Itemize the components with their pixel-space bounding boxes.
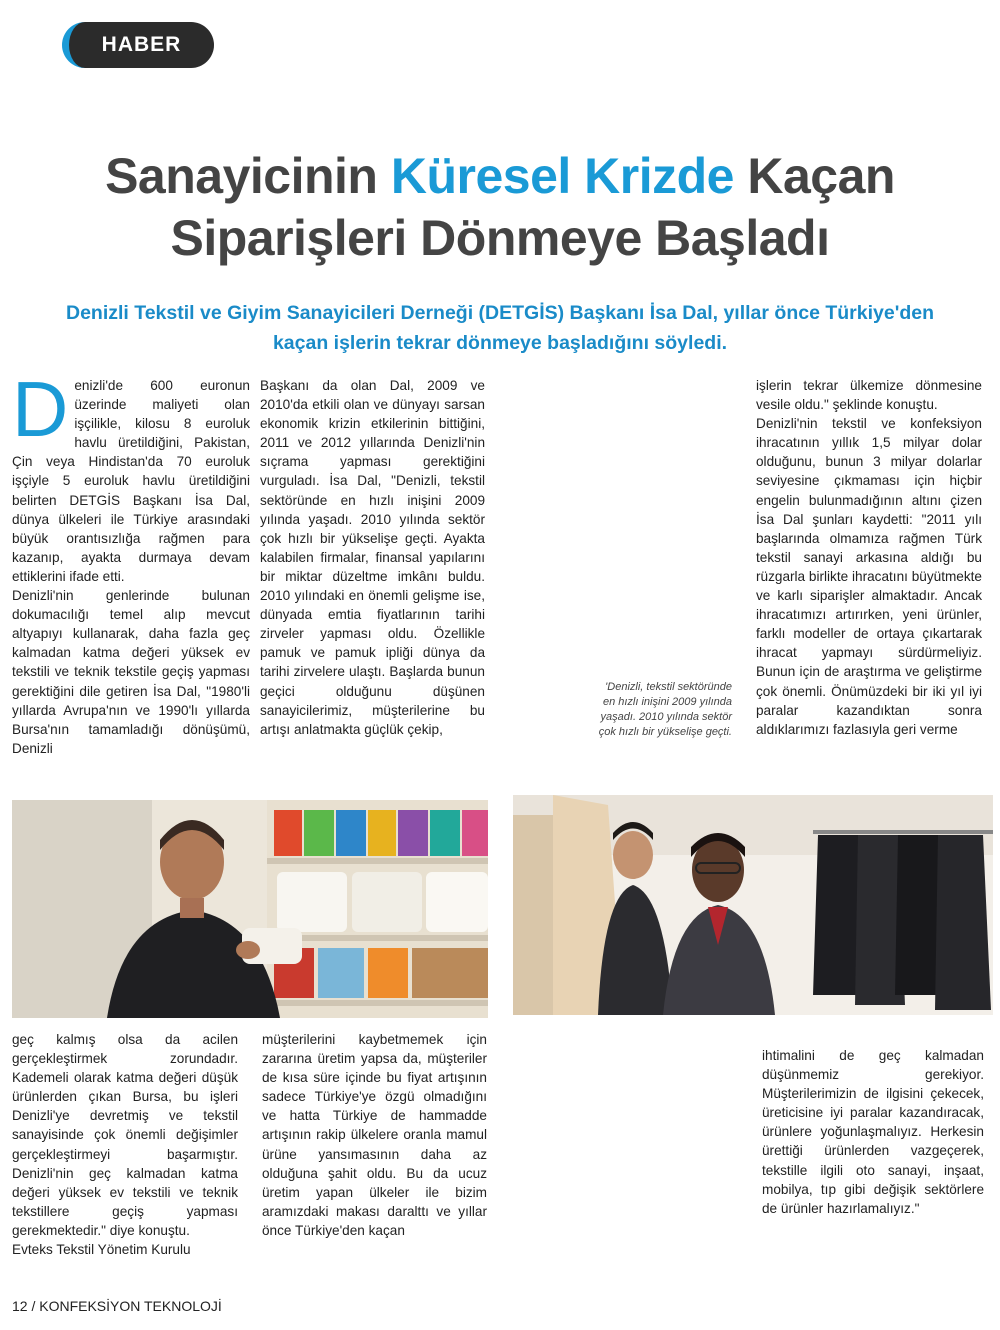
text-column-2 xyxy=(260,376,485,739)
text-column-6 xyxy=(762,1046,984,1218)
paragraph: Denizli'nin genlerinde bulunan dokumacılığı temel alıp mevcut altyapıyı kullanarak, daha fazla geç kalmadan katma değeri yüksek ev tekstili ve teknik tekstile geçiş yapması gerektiğini dile getiren İsa Dal, "1980'li yıllarda Avrupa'nın ve 1990'lı yıllarda Bursa'nın tamamladığı dönüşümü, Denizli xyxy=(12,588,250,756)
paragraph: müşterilerini kaybetmemek için zararına üretim yapsa da, müşteriler de kısa süre içinde bu fiyat artışının sadece Türkiye'ye özgü olmadığını ve hatta Türkiye de hammadde artışının rakip ülkelere oranla mamul ürüne yansımasının daha az olduğuna şahit oldu. Bu da ucuz üretim yapan ülkeler ile bizim aramızdaki makası daralttı ve yıllar önce Türkiye'den kaçan xyxy=(262,1032,487,1238)
photo-showroom-visitors-illustration xyxy=(513,795,993,1015)
paragraph: ihtimalini de geç kalmadan düşünmemiz gerekiyor. Müşterilerimizin de ilgisini çekecek, üreticisine iyi paralar kazandıracak, ürünlere yoğunlaşmalıyız. Herkesin ürettiği ürünlerden vazgeçerek, tekstille ilgili oto sanayi, inşaat, mobilya, tıp gibi değişik sektörlere de ürünler hazırlamalıyız." xyxy=(762,1048,984,1216)
text-column-3 xyxy=(756,376,982,739)
paragraph: işlerin tekrar ülkemize dönmesine vesile oldu." şeklinde konuştu. xyxy=(756,378,982,413)
drop-cap: D xyxy=(12,365,69,453)
lede-line2: kaçan işlerin tekrar dönmeye başladığını söyledi. xyxy=(272,332,728,354)
photo-showroom-visitors xyxy=(513,795,993,1015)
pull-quote-caption: 'Denizli, tekstil sektöründe en hızlı inişini 2009 yılında yaşadı. 2010 yılında sektör çok hızlı bir yükselişe geçti. xyxy=(598,681,732,738)
headline-highlight: Küresel Krizde xyxy=(390,148,734,204)
article-headline xyxy=(0,145,1000,269)
text-column-5 xyxy=(262,1030,487,1240)
article-lede xyxy=(20,298,980,358)
paragraph xyxy=(12,365,250,586)
paragraph-text: enizli'de 600 euronun üzerinde maliyeti olan işçilikle, kilosu 8 euroluk havlu üretildiğini, Pakistan, Çin veya Hindistan'da 70 euroluk işçiyle 5 euroluk havlu üretildiğini belirten DETGİS Başkanı İsa Dal, dünya ülkeleri ile Türkiye arasındaki büyük orantısızlığa rağmen para kazanıp, ayakta durmaya devam ettiklerini ifade etti. xyxy=(12,378,250,584)
headline-part2: Kaçan xyxy=(733,148,895,204)
section-tag: HABER xyxy=(62,22,214,68)
paragraph: Evteks Tekstil Yönetim Kurulu xyxy=(12,1242,191,1258)
photo-man-with-towels xyxy=(12,800,488,1018)
text-column-4 xyxy=(12,1030,238,1259)
paragraph: Başkanı da olan Dal, 2009 ve 2010'da etkili olan ve dünyayı sarsan ekonomik krizin etkilerinin bittiğini, 2011 ve 2012 yıllarında Denizli'nin sıçrama yapması gerektiğini vurguladı. İsa Dal, "Denizli, tekstil sektöründe en hızlı inişini 2009 yılında yaşadı. 2010 yılında sektör çok hızlı bir yükselişe geçti. Ayakta kalabilen firmalar, finansal yapılarını bir miktar düzeltme imkânı buldu. 2010 yılındaki en önemli gelişme ise, dünyada emtia fiyatlarının tarihi zirveler yapması oldu. Özellikle pamuk ve pamuk ipliği dünya da tarihi zirvelere ulaştı. Başlarda bunun geçici olduğunu düşünen sanayicilerimiz, müşterilerine bu artışı anlatmakta güçlük çekip, xyxy=(260,378,485,737)
lede-line1: Denizli Tekstil ve Giyim Sanayicileri Derneği (DETGİS) Başkanı İsa Dal, yıllar önce Türkiye'den xyxy=(65,302,935,324)
photo-man-with-towels-illustration xyxy=(12,800,488,1018)
headline-line2: Siparişleri Dönmeye Başladı xyxy=(170,210,830,266)
paragraph: geç kalmış olsa da acilen gerçekleştirmek zorundadır. Kademeli olarak katma değeri düşük ürünlerden çıkan Bursa, bu işleri Denizli'ye devretmiş ve tekstil sanayisinde çok önemli değişimler gerçekleştirmeyi başarmıştır. Denizli'nin geç kalmadan katma değeri yüksek ev tekstili ve teknik tekstillere geçiş yapması gerekmektedir." diye konuştu. xyxy=(12,1032,238,1238)
page-footer: 12 / KONFEKSİYON TEKNOLOJİ xyxy=(12,1298,222,1314)
text-column-1 xyxy=(12,365,250,758)
headline-part1: Sanayicinin xyxy=(105,148,391,204)
paragraph: Denizli'nin tekstil ve konfeksiyon ihracatının yıllık 1,5 milyar dolar olduğunu, bunun 3 milyar dolarlar seviyesine çıkmaması için hiçbir engelin bulunmadığının altını çizen İsa Dal şunları kaydetti: "2011 yılı başlarında olmamıza rağmen Türk tekstil sanayi arkasına aldığı bu rüzgarla birlikte ihracatını büyütmekte ve karlı siparişler almaktadır. Ancak ihracatımızı artırırken, yeni ürünler, farklı modeller de ortaya çıkartarak ihracat yapmayı sürdürmeliyiz. Bunun için de araştırma ve geliştirme çok önemli. Önümüzdeki bir iki yıl iyi paralar kazandıktan sonra aldıklarımızı fazlasıyla geri verme xyxy=(756,416,982,737)
